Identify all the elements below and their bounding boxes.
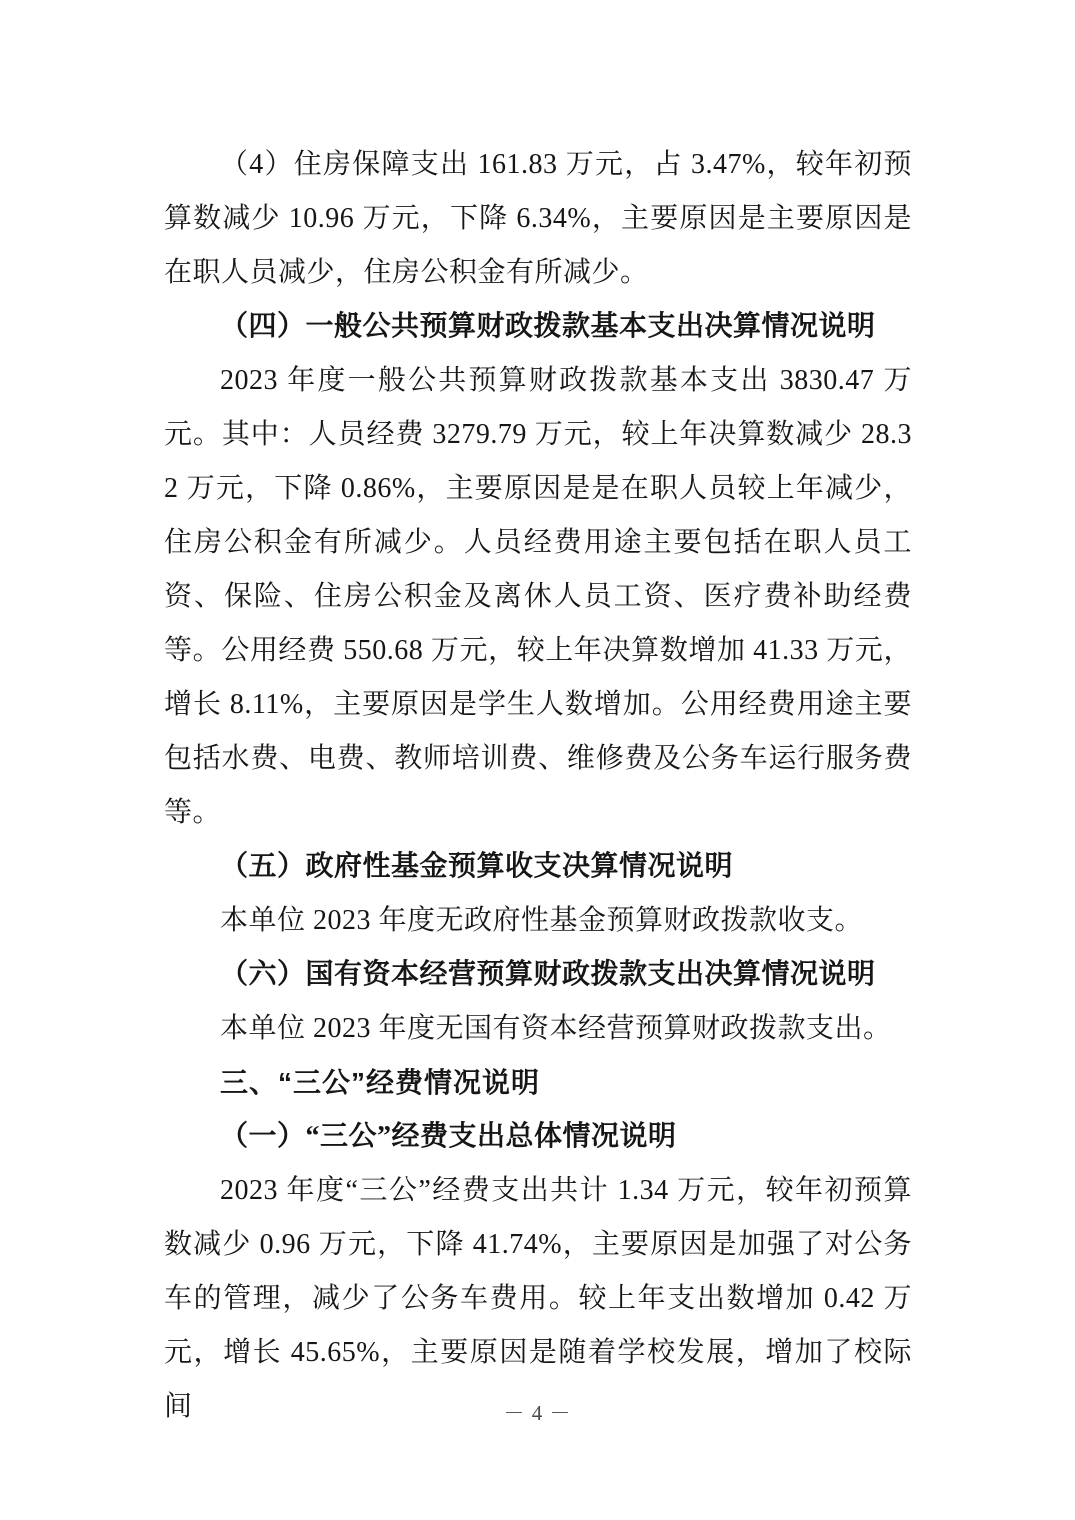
page-number: － 4 －: [503, 1401, 572, 1425]
paragraph-three-public-overall-detail: 2023 年度“三公”经费支出共计 1.34 万元，较年初预算数减少 0.96 万元，下降 41.74%，主要原因是加强了对公务车的管理，减少了公务车费用。较上年支出数增加 0.42 万元，增长 45.65%，主要原因是随着学校发展，增加了校际间: [164, 1175, 912, 1422]
paragraph-state-capital-budget: 本单位 2023 年度无国有资本经营预算财政拨款支出。: [220, 1013, 892, 1044]
heading-gov-fund-budget-section: （五）政府性基金预算收支决算情况说明: [220, 851, 734, 882]
paragraph-gov-fund-budget: 本单位 2023 年度无政府性基金预算财政拨款收支。: [220, 905, 864, 936]
heading-three-public-overall-section: （一）“三公”经费支出总体情况说明: [220, 1121, 677, 1152]
paragraph-housing-security-expense: （4）住房保障支出 161.83 万元，占 3.47%，较年初预算数减少 10.96 万元，下降 6.34%，主要原因是主要原因是在职人员减少，住房公积金有所减少。: [164, 149, 912, 288]
heading-state-capital-budget-section: （六）国有资本经营预算财政拨款支出决算情况说明: [220, 959, 876, 990]
heading-basic-expenditure-section: （四）一般公共预算财政拨款基本支出决算情况说明: [220, 311, 876, 342]
document-text-content: [164, 138, 912, 1434]
paragraph-basic-expenditure-detail: 2023 年度一般公共预算财政拨款基本支出 3830.47 万元。其中：人员经费 3279.79 万元，较上年决算数减少 28.32 万元，下降 0.86%，主要原因是是在职人员较上年减少，住房公积金有所减少。人员经费用途主要包括在职人员工资、保险、住房公积金及离休人员工资、医疗费补助经费等。公用经费 550.68 万元，较上年决算数增加 41.33 万元，增长 8.11%，主要原因是学生人数增加。公用经费用途主要包括水费、电费、教师培训费、维修费及公务车运行服务费等。: [164, 365, 912, 828]
heading-three-public-funds-chapter: 三、“三公”经费情况说明: [220, 1067, 541, 1098]
